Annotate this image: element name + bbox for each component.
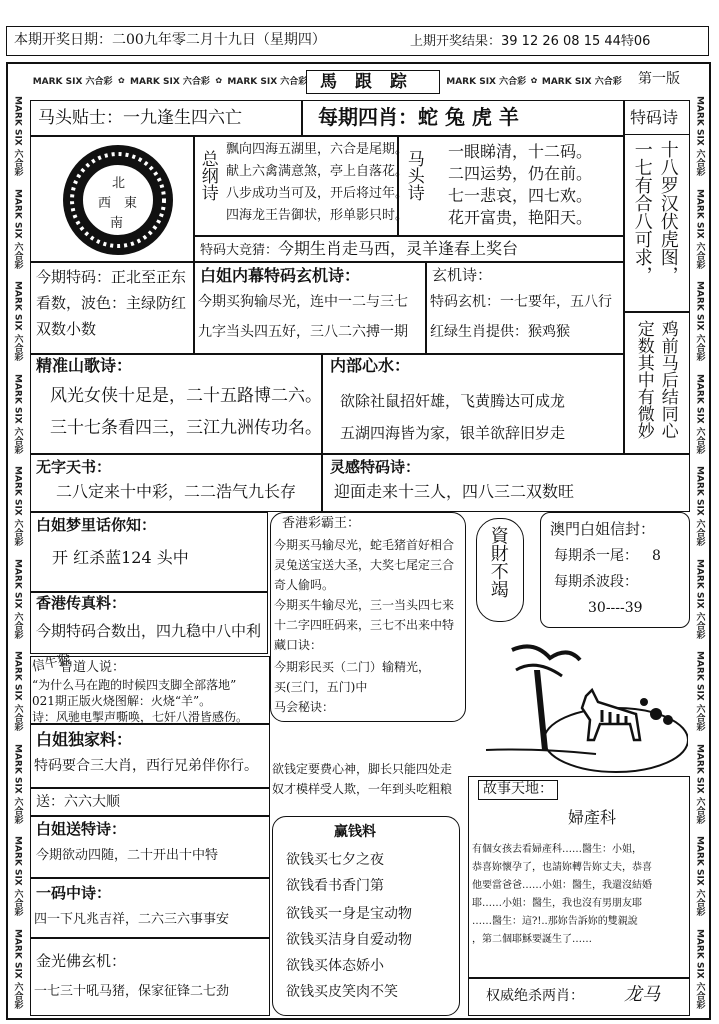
brand-band-text: MARK SIX 六合彩 [12, 743, 23, 824]
fortune-text: 資財不竭 [487, 526, 509, 598]
bai-send-title: 白姐送特诗： [36, 820, 127, 838]
draw-date: 本期开奖日期：二00九年零二月十九日（星期四） [14, 32, 326, 48]
compass-east: 東 [124, 196, 138, 211]
folk-song-line: 三十七条看四三，三江九洲传功名。 [50, 418, 322, 438]
inspiration-title: 灵感特码诗： [330, 458, 421, 476]
gossip-line: 诗：风驰电掣声嘶唤，七奸八滑皆感伤。 [32, 710, 249, 724]
bai-poem-line: 九字当头四五好，三八二六搏一期 [198, 324, 408, 340]
dream-text: 开 红杀蓝124 头中 [52, 548, 189, 567]
horse-poem-line: 二四运势，仍在前。 [448, 164, 593, 183]
money-line: 欲钱买体态娇小 [286, 958, 384, 974]
hk-column-line: 马会秘诀： [274, 700, 335, 714]
money-line: 欲钱看书香门第 [286, 878, 384, 894]
brand-band-text: MARK SIX 六合彩 [12, 928, 23, 1009]
brand-band-text: MARK SIX 六合彩 [694, 558, 705, 639]
brand-band-right [690, 90, 710, 1015]
macau-title: 澳門白姐信封： [550, 520, 656, 538]
dream-title: 白姐梦里话你知： [36, 516, 157, 534]
riddle-line: 鸡前马后结同心 [657, 320, 678, 439]
brand-title: 馬 跟 踪 [320, 72, 413, 92]
exclusive-title: 白姐独家料： [36, 730, 133, 749]
xuanji-line: 红绿生肖提供：猴鸡猴 [430, 324, 570, 340]
compass-south: 南 [110, 216, 124, 231]
gossip-line: “为什么马在跑的时候四支脚全部落地” [32, 678, 237, 692]
macau-kill-wave: 30----39 [588, 600, 643, 616]
brand-band-text: MARK SIX 六合彩 [12, 281, 23, 362]
brand-band-text: MARK SIX 六合彩 [12, 373, 23, 454]
xuanji-title: 玄机诗： [432, 266, 493, 284]
inside-heart-title: 内部心水： [330, 356, 411, 375]
general-poem-line: 八步成功当可及，开后将过年。 [226, 186, 409, 201]
hk-column-line: 买(三门，五门)中 [274, 680, 368, 694]
tips-text: 一九逢生四六亡 [123, 108, 242, 128]
brand-band-text: MARK SIX 六合彩 [130, 76, 210, 87]
brand-band-text: MARK SIX 六合彩 [694, 281, 705, 362]
hk-column-line: 灵兔送宝送大圣，大奖七尾定三合 [274, 558, 455, 572]
story-line: 他要當爸爸……小姐：醫生，我還沒結婚 [472, 880, 652, 891]
story-line: 恭喜妳懷孕了，也請妳轉告妳丈夫，恭喜 [472, 862, 652, 873]
today-special-line: 看数，波色：主绿防红 [36, 294, 187, 312]
special-poem-line: 十八罗汉伏虎图， [657, 140, 679, 284]
gossip-title: 曾道人说： [60, 660, 126, 675]
money-title: 赢钱料 [334, 824, 376, 840]
money-line: 欲钱买一身是宝动物 [286, 906, 412, 922]
special-guess [200, 239, 518, 259]
one-code-title: 一码中诗： [36, 884, 112, 902]
brand-band-text: MARK SIX 六合彩 [446, 76, 527, 87]
story-line: ……醫生：這?!..那妳告訴妳的雙親說 [472, 916, 638, 927]
riddle-line: 定数其中有微妙 [633, 320, 654, 439]
money-line: 欲钱买皮笑肉不笑 [286, 984, 398, 1000]
special-guess-label: 特码大竞猜： [200, 243, 279, 258]
brand-band-text: MARK SIX 六合彩 [694, 466, 705, 547]
xuanji-line: 特码玄机：一七要年，五八行 [430, 294, 612, 310]
hk-column-line: 藏口诀： [274, 638, 323, 652]
brand-band-text: MARK SIX 六合彩 [12, 836, 23, 917]
page-number: 第一版 [638, 71, 680, 87]
brand-band-text: MARK SIX 六合彩 [12, 96, 23, 177]
buddha-text: 一七三十吼马猪，保家征锋二七劲 [34, 984, 230, 999]
inspiration-text: 迎面走来十三人，四八三二双数旺 [334, 482, 575, 501]
horse-poem-line: 七一悲哀，四七欢。 [448, 186, 593, 205]
hk-column-line: 奇人偷吗。 [274, 578, 335, 592]
story-title: 故事天地： [478, 780, 558, 800]
inside-heart-line: 欲除社鼠招奸雄，飞黄腾达可成龙 [340, 392, 566, 410]
horse-poem-line: 花开富贵，艳阳天。 [448, 208, 593, 227]
story-line: ，第二個耶穌要誕生了…… [472, 934, 592, 945]
buddha-title: 金光佛玄机： [36, 952, 127, 970]
macau-kill-tail-label: 每期杀一尾： [554, 548, 638, 564]
win-slogan-line: 欲钱定要费心神，脚长只能四处走 [272, 762, 453, 776]
special-guess-text: 今期生肖走马西，灵羊逢春上奖台 [278, 239, 519, 258]
hk-column-title: 香港彩霸王： [282, 516, 361, 531]
story-line: 耶……小姐：醫生，我也沒有男朋友耶 [472, 898, 642, 909]
general-poem-line: 飘向四海五湖里，六合是尾期。 [226, 142, 409, 157]
brand-band-text: MARK SIX 六合彩 [12, 558, 23, 639]
wordless-title: 无字天书： [36, 458, 112, 476]
brand-band-text: MARK SIX 六合彩 [694, 651, 705, 732]
hk-fax-text: 今期特码合数出，四九稳中八中利 [36, 622, 262, 640]
rider-text: 信牛猴 [30, 652, 73, 675]
send-text: 送：六六大顺 [36, 794, 120, 810]
four-zodiac: 每期四肖：蛇 兔 虎 羊 [318, 105, 519, 129]
inside-heart-line: 五湖四海皆为家，银羊欲辞旧岁走 [340, 424, 566, 442]
exclusive-text: 特码要合三大肖，西行兄弟伴你行。 [34, 758, 258, 774]
hk-fax-title: 香港传真料： [36, 594, 127, 612]
bai-poem-line: 今期买狗输尽光，连中一二与三七 [198, 294, 408, 310]
money-line: 欲钱买七夕之夜 [286, 852, 384, 868]
brand-band-top-right: MARK SIX 六合彩 ✿ MARK SIX 六合彩 [446, 75, 622, 87]
brand-band-text: MARK SIX 六合彩 [694, 836, 705, 917]
hk-column-line: 今期买牛输尽光，三一当头四七来 [274, 598, 455, 612]
compass-north: 北 [112, 176, 126, 191]
kill-two-label: 权威绝杀两肖： [486, 988, 584, 1004]
brand-band-text: MARK SIX 六合彩 [541, 76, 622, 87]
general-poem-title: 总纲诗 [197, 150, 218, 201]
story-line: 有個女孩去看婦產科……醫生：小姐， [472, 844, 642, 855]
folk-song-title: 精准山歌诗： [36, 356, 133, 375]
horse-poem-title: 马头诗 [403, 150, 424, 201]
compass-icon [62, 140, 174, 260]
tips [38, 108, 242, 129]
general-poem-line: 献上六禽满意煞，亭上自落花。 [226, 164, 409, 179]
zebra-tree-illustration [476, 630, 688, 778]
kill-two-text: 龙马 [624, 984, 660, 1005]
special-poem-title: 特码诗 [630, 108, 679, 127]
story-heading: 婦產科 [568, 808, 617, 827]
brand-band-left [7, 90, 29, 1015]
hk-column-line: 今期彩民买（二门）输精光， [274, 660, 431, 674]
brand-band-text: MARK SIX 六合彩 [12, 466, 23, 547]
brand-band-text: MARK SIX 六合彩 [694, 928, 705, 1009]
today-special-line: 双数小数 [36, 320, 97, 338]
money-line: 欲钱买洁身自爱动物 [286, 932, 412, 948]
story-box [468, 776, 690, 978]
brand-band-text: MARK SIX 六合彩 [227, 76, 308, 87]
compass-west: 西 [98, 196, 112, 211]
brand-band-text: MARK SIX 六合彩 [32, 76, 113, 87]
brand-band-text: MARK SIX 六合彩 [694, 96, 705, 177]
bai-send-text: 今期欲动四随，二十开出十中特 [36, 848, 219, 863]
today-special-line: 今期特码：正北至正东 [36, 268, 187, 286]
tips-label: 马头贴士： [38, 108, 123, 128]
macau-kill-wave-label: 每期杀波段： [554, 574, 638, 590]
general-poem-line: 四海龙王告御状，形单影只时。 [226, 208, 409, 223]
brand-band-text: MARK SIX 六合彩 [12, 651, 23, 732]
hk-column-line: 今期买马输尽光，蛇毛猪首好相合 [274, 538, 455, 552]
buddha-box [30, 938, 270, 1016]
brand-band-text: MARK SIX 六合彩 [694, 743, 705, 824]
brand-band-text: MARK SIX 六合彩 [12, 188, 23, 269]
brand-band-text: MARK SIX 六合彩 [694, 188, 705, 269]
wordless-text: 二八定来十中彩，二二浩气九长存 [56, 482, 297, 501]
brand-band-top: MARK SIX 六合彩 ✿ MARK SIX 六合彩 ✿ MARK SIX 六合彩 [32, 75, 308, 87]
macau-kill-tail [554, 548, 661, 566]
horse-poem-line: 一眼睇清，十二码。 [448, 142, 593, 161]
win-slogan-line: 奴才模样受人欺，一年到头吃粗粮 [272, 782, 453, 796]
folk-song-line: 风光女侠十足是，二十五路博二六。 [50, 386, 322, 406]
one-code-text: 四一下凡兆吉祥，二六三六事事安 [34, 912, 230, 927]
gossip-line: 021期正版火烧图解：火烧“羊”。 [32, 694, 212, 708]
last-result: 上期开奖结果：39 12 26 08 15 44特06 [410, 34, 651, 49]
special-poem-line: 一七有合八可求， [631, 140, 653, 284]
bai-poem-title: 白姐内幕特码玄机诗： [200, 266, 361, 285]
macau-kill-tail-value: 8 [652, 548, 661, 564]
brand-band-text: MARK SIX 六合彩 [694, 373, 705, 454]
hk-column-line: 十二字四旺码来，三七不出来中特 [274, 618, 455, 632]
